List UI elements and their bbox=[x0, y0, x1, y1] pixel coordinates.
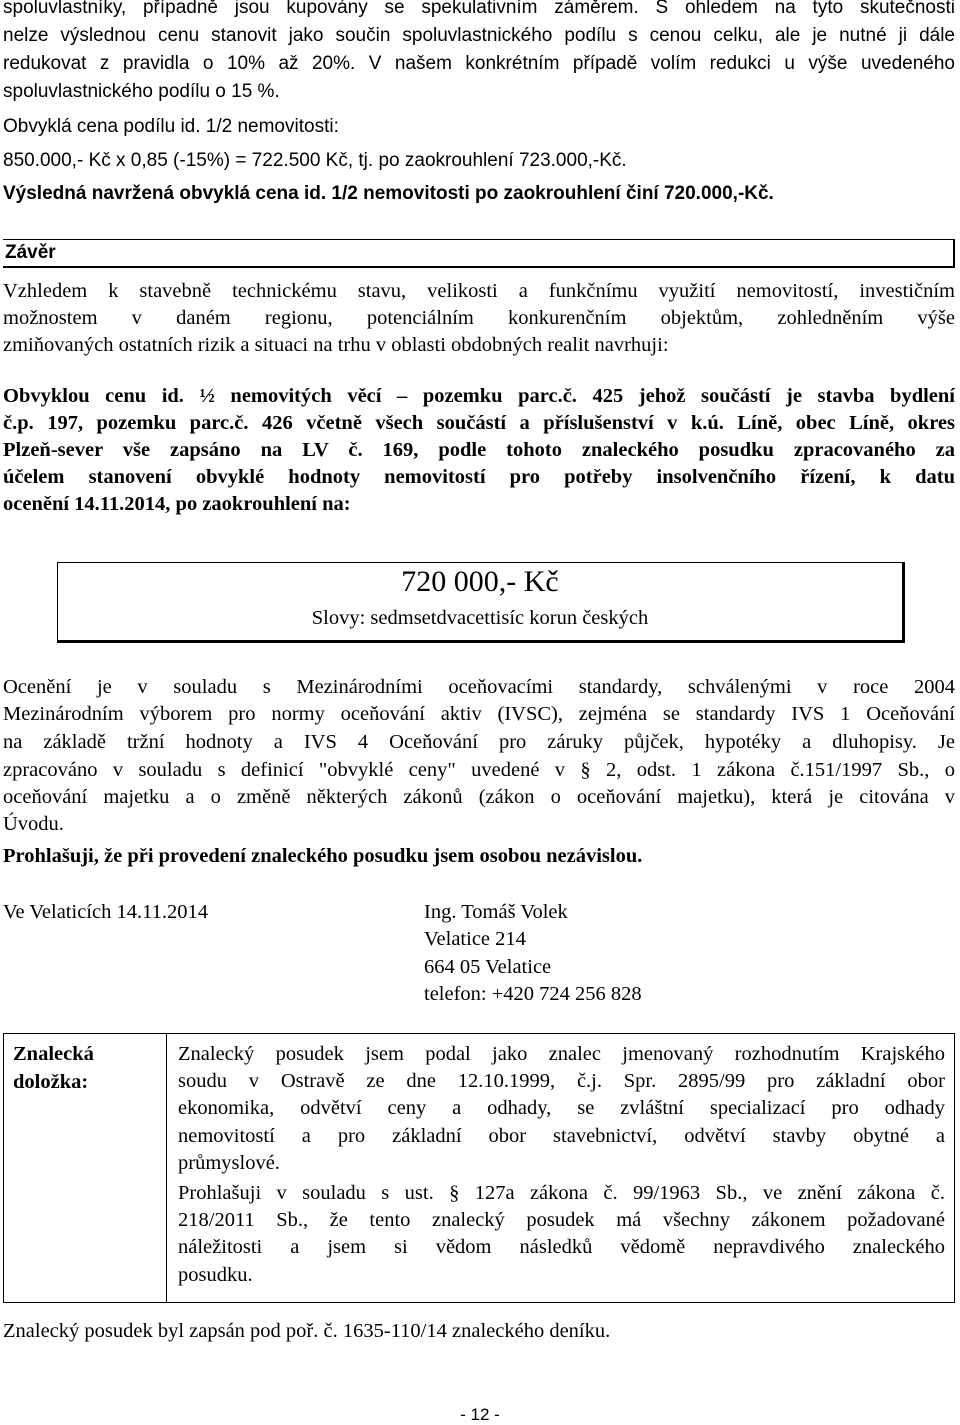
body-text-line: spoluvlastnického podílu o 15 %. bbox=[3, 81, 280, 102]
clause-text-line: náležitosti a jsem si vědom následků vědomě nepravdivého znaleckého bbox=[178, 1236, 945, 1258]
clause-label: Znalecká bbox=[13, 1043, 94, 1065]
conclusion-heading-box bbox=[3, 239, 955, 268]
clause-text-line: 218/2011 Sb., že tento znalecký posudek má všechny zákonem požadované bbox=[178, 1209, 945, 1231]
clause-text-line: ekonomika, odvětví ceny a odhady, se zvláštní specializací pro odhady bbox=[178, 1097, 945, 1119]
valuation-text-line: zpracováno v souladu s definicí "obvyklé ceny" uvedené v § 2, odst. 1 zákona č.151/1997 Sb., o bbox=[3, 759, 955, 781]
price-box bbox=[57, 562, 905, 643]
valuation-text-line: Ocenění je v souladu s Mezinárodními oceňovacími standardy, schválenými v roce 2004 bbox=[3, 676, 955, 698]
expert-name: Ing. Tomáš Volek bbox=[424, 901, 568, 923]
place-date: Ve Velaticích 14.11.2014 bbox=[3, 901, 208, 923]
page-number: - 12 - bbox=[460, 1405, 500, 1424]
body-text-line: 850.000,- Kč x 0,85 (-15%) = 722.500 Kč, tj. po zaokrouhlení 723.000,-Kč. bbox=[3, 150, 627, 171]
proposal-text-line: účelem stanovení obvyklé hodnoty nemovitostí pro potřeby insolvenčního řízení, k datu bbox=[3, 466, 955, 488]
expert-street: Velatice 214 bbox=[424, 928, 526, 950]
result-statement: Výsledná navržená obvyklá cena id. 1/2 nemovitosti po zaokrouhlení činí 720.000,-Kč. bbox=[3, 183, 774, 204]
valuation-text-line: Mezinárodním výborem pro normy oceňování aktiv (IVSC), zejména se standardy IVS 1 Oceňování bbox=[3, 703, 955, 725]
body-text-line: Obvyklá cena podílu id. 1/2 nemovitosti: bbox=[3, 116, 339, 137]
proposal-text-line: ocenění 14.11.2014, po zaokrouhlení na: bbox=[3, 493, 351, 515]
clause-label: doložka: bbox=[13, 1071, 89, 1093]
price-in-words: Slovy: sedmsetdvacettisíc korun českých bbox=[311, 607, 649, 629]
clause-text-line: Prohlašuji v souladu s ust. § 127a zákona č. 99/1963 Sb., ve znění zákona č. bbox=[178, 1182, 945, 1204]
body-text-line: spoluvlastníky, případně jsou kupovány se spekulativním záměrem. S ohledem na tyto skutečnosti bbox=[3, 0, 955, 18]
clause-text-line: Znalecký posudek jsem podal jako znalec jmenovaný rozhodnutím Krajského bbox=[178, 1043, 945, 1065]
proposal-text-line: č.p. 197, pozemku parc.č. 426 včetně všech součástí a příslušenství v k.ú. Líně, obec Líně, okres bbox=[3, 412, 955, 434]
conclusion-heading: Závěr bbox=[5, 242, 56, 263]
valuation-text-line: Úvodu. bbox=[3, 813, 64, 835]
expert-phone: telefon: +420 724 256 828 bbox=[424, 983, 642, 1005]
body-text-line: nelze výslednou cenu stanovit jako součin spoluvlastnického podílu s cenou celku, ale je nutné ji dále bbox=[3, 25, 955, 46]
clause-text-line: průmyslové. bbox=[178, 1152, 280, 1174]
table-divider bbox=[166, 1034, 167, 1302]
proposal-text-line: Obvyklou cenu id. ½ nemovitých věcí – pozemku parc.č. 425 jehož součástí je stavba bydlení bbox=[3, 385, 955, 407]
conclusion-text-line: zmiňovaných ostatních rizik a situaci na trhu v oblasti obdobných realit navrhuji: bbox=[3, 334, 669, 356]
body-text-line: redukovat z pravidla o 10% až 20%. V našem konkrétním případě volím redukci u výše uvedeného bbox=[3, 53, 955, 74]
conclusion-text-line: Vzhledem k stavebně technickému stavu, velikosti a funkčnímu využití nemovitostí, investičním bbox=[3, 280, 955, 302]
clause-text-line: soudu v Ostravě ze dne 12.10.1999, č.j. Spr. 2895/99 pro základní obor bbox=[178, 1070, 945, 1092]
registry-note: Znalecký posudek byl zapsán pod poř. č. 1635-110/14 znaleckého deníku. bbox=[3, 1320, 611, 1342]
conclusion-text-line: možnostem v daném regionu, potenciálním konkurenčním objektům, zohledněním výše bbox=[3, 307, 955, 329]
proposal-text-line: Plzeň-sever vše zapsáno na LV č. 169, podle tohoto znaleckého posudku zpracovaného za bbox=[3, 439, 955, 461]
independence-declaration: Prohlašuji, že při provedení znaleckého posudku jsem osobou nezávislou. bbox=[3, 845, 643, 867]
expert-city: 664 05 Velatice bbox=[424, 956, 552, 978]
valuation-text-line: na základě tržní hodnoty a IVS 4 Oceňování pro záruky půjček, hypotéky a dluhopisy. Je bbox=[3, 731, 955, 753]
price-value: 720 000,- Kč bbox=[401, 565, 559, 598]
clause-text-line: nemovitostí a pro základní obor stavebnictví, odvětví stavby obytné a bbox=[178, 1125, 945, 1147]
valuation-text-line: oceňování majetku a o změně některých zákonů (zákon o oceňování majetku), která je citována v bbox=[3, 786, 955, 808]
clause-text-line: posudku. bbox=[178, 1264, 253, 1286]
